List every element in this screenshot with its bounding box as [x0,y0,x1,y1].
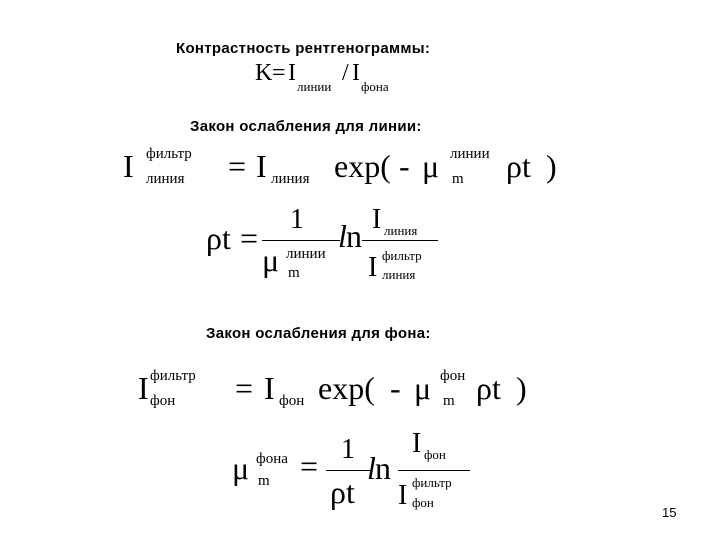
subscript-fon: фон [279,393,305,409]
symbol-I: I [372,204,382,235]
subscript-liniya: линия [384,223,418,238]
symbol-I: I [398,480,408,511]
symbol-rho-t: ρt [506,148,531,184]
heading-line-law: Закон ослабления для линии: [190,118,422,135]
superscript-filtr: фильтр [150,368,196,384]
symbol-rho-t: ρt [330,474,355,510]
fraction-bar [398,470,470,471]
superscript-fona: фона [256,451,288,467]
subscript-liniya: линия [146,171,185,187]
superscript-linii: линии [450,146,490,162]
fraction-bar [362,240,438,241]
subscript-linii: линии [297,79,332,94]
symbol-equals: = [235,370,254,406]
subscript-liniya: линия [382,267,416,282]
subscript-m: m [258,473,270,489]
symbol-equals: = [240,220,259,256]
subscript-m: m [288,265,300,281]
symbol-I: I [138,370,149,406]
subscript-liniya: линия [271,171,310,187]
heading-bg-law: Закон ослабления для фона: [206,325,431,342]
symbol-close-paren: ) [546,148,557,184]
page-number: 15 [662,505,677,520]
symbol-I: I [123,148,134,184]
symbol-I: I [412,428,422,459]
symbol-minus: - [390,370,401,406]
subscript-fon: фон [412,495,434,510]
superscript-fon: фон [440,368,466,384]
symbol-exp: exp( [334,148,391,184]
symbol-I: I [264,370,275,406]
fraction-numerator-one: 1 [290,204,304,235]
symbol-equals: = [228,148,247,184]
superscript-filtr: фильтр [412,475,452,490]
superscript-filtr: фильтр [146,146,192,162]
heading-contrast: Контрастность рентгенограммы: [176,40,431,57]
symbol-mu: μ [232,450,250,486]
fraction-numerator-one: 1 [341,434,355,465]
subscript-fona: фона [361,79,389,94]
symbol-I: I [256,148,267,184]
subscript-fon: фон [150,393,176,409]
symbol-rho-t: ρt [476,370,501,406]
symbol-close-paren: ) [516,370,527,406]
symbol-mu: μ [414,370,432,406]
superscript-linii: линии [286,246,326,262]
symbol-ln-n: n [346,218,362,254]
fraction-bar [262,240,340,241]
superscript-filtr: фильтр [382,248,422,263]
symbol-equals: = [300,448,319,484]
symbol-ln-n: n [375,450,391,486]
symbol-I: I [352,60,360,86]
subscript-fon: фон [424,447,446,462]
symbol-rho-t: ρt [206,220,231,256]
symbol-minus: - [399,148,410,184]
symbol-equals: = [272,60,286,86]
symbol-mu: μ [262,242,280,278]
symbol-ln-l: l [338,218,347,254]
subscript-m: m [452,171,464,187]
symbol-ln-l: l [367,450,376,486]
symbol-I: I [288,60,296,86]
subscript-m: m [443,393,455,409]
symbol-slash: / [342,60,349,86]
fraction-bar [326,470,372,471]
symbol-K: K [255,60,273,86]
symbol-mu: μ [422,148,440,184]
symbol-I: I [368,252,378,283]
symbol-exp: exp( [318,370,375,406]
